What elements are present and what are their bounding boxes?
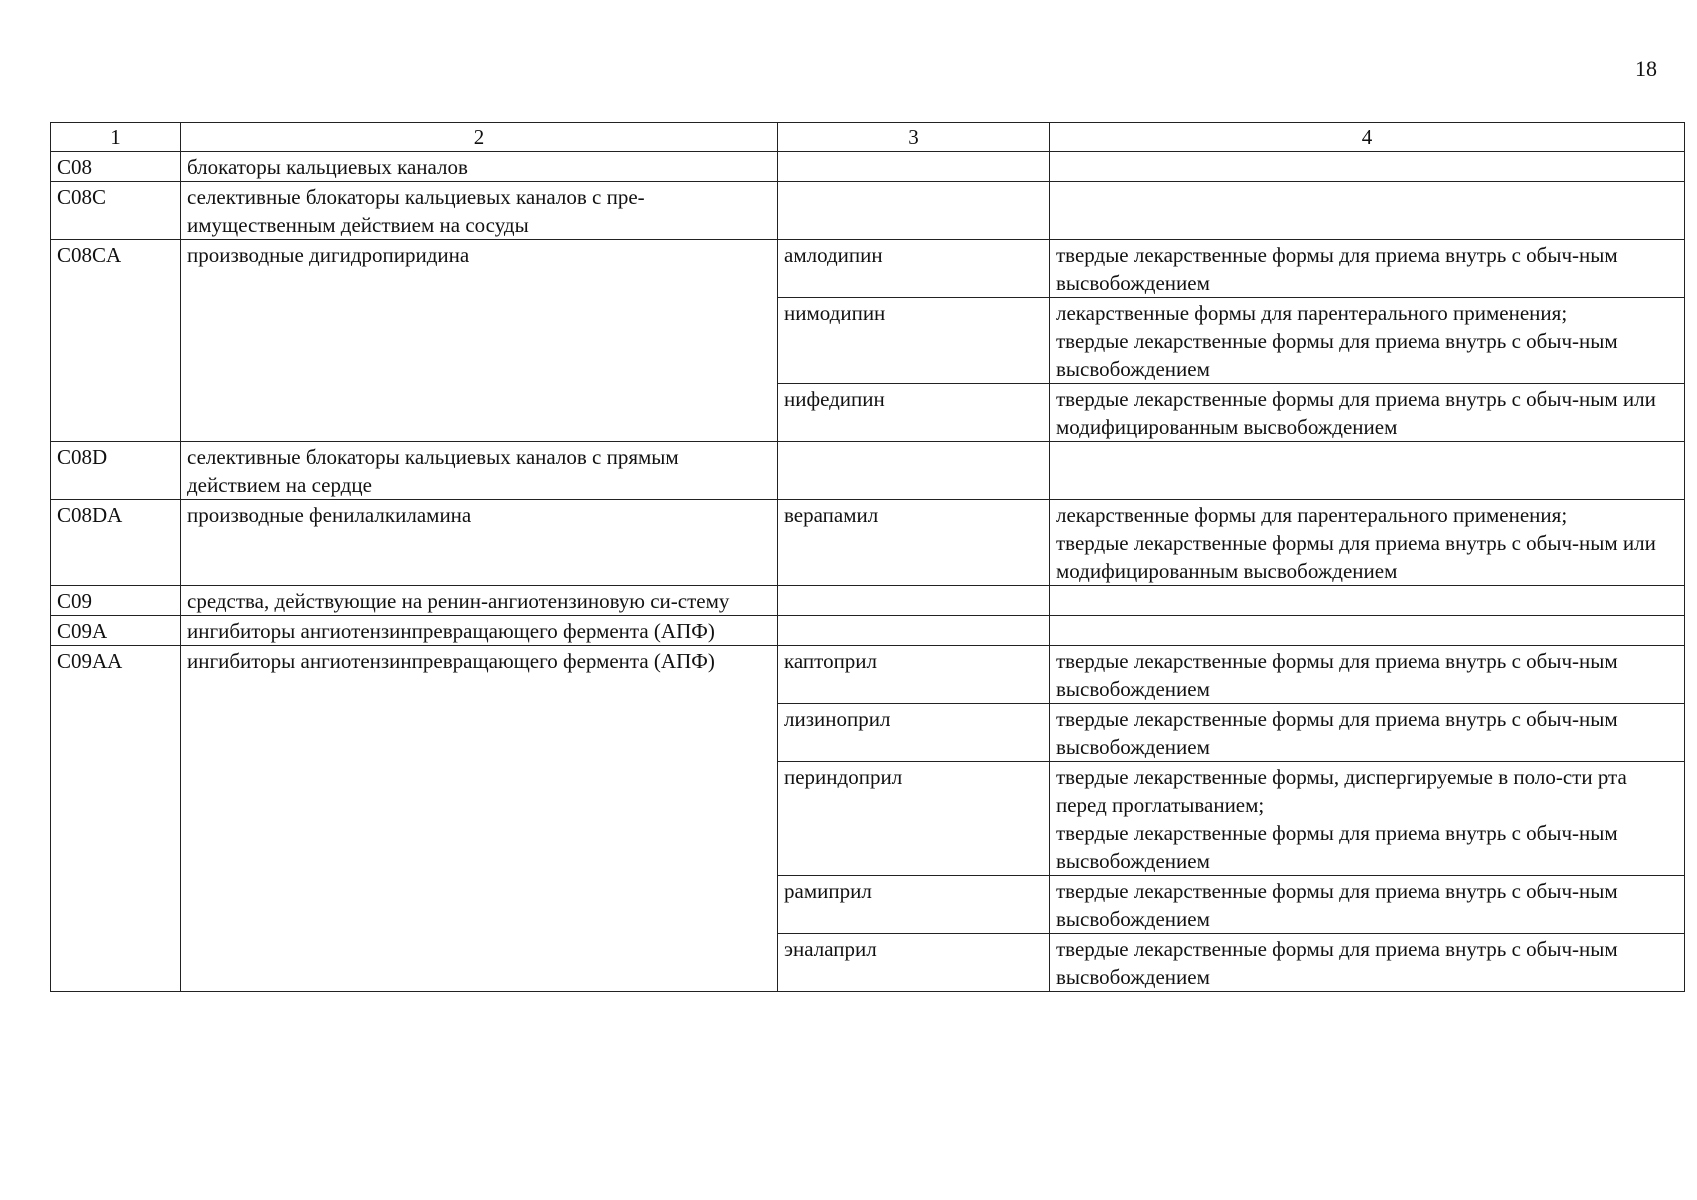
table-row — [51, 586, 1685, 616]
atc-code-cell: C08 — [51, 152, 181, 182]
table-row — [51, 152, 1685, 182]
atc-code-cell: C09AA — [51, 646, 181, 992]
dosage-form-text: твердые лекарственные формы для приема внутрь с обыч-ным высвобождением — [1056, 821, 1618, 873]
dosage-forms-cell — [1050, 442, 1685, 500]
dosage-forms-cell — [1050, 586, 1685, 616]
group-name-cell: ингибиторы ангиотензинпревращающего фермента (АПФ) — [181, 616, 778, 646]
dosage-form-text: твердые лекарственные формы для приема внутрь с обыч-ным высвобождением — [1056, 243, 1618, 295]
drug-name-cell: рамиприл — [778, 876, 1050, 934]
dosage-form-text: лекарственные формы для парентерального применения; — [1056, 301, 1568, 325]
atc-code-cell: C08DA — [51, 500, 181, 586]
drug-name-cell: каптоприл — [778, 646, 1050, 704]
dosage-forms-cell — [1050, 298, 1685, 384]
drug-name-cell: лизиноприл — [778, 704, 1050, 762]
dosage-form-text: твердые лекарственные формы для приема внутрь с обыч-ным высвобождением — [1056, 329, 1618, 381]
table-row — [51, 240, 1685, 298]
atc-code-cell: C08C — [51, 182, 181, 240]
header-col-4: 4 — [1050, 123, 1685, 152]
drug-name-cell — [778, 152, 1050, 182]
drug-name-cell: нифедипин — [778, 384, 1050, 442]
drug-name-cell: амлодипин — [778, 240, 1050, 298]
header-col-2: 2 — [181, 123, 778, 152]
table-row — [51, 616, 1685, 646]
group-name-cell: средства, действующие на ренин-ангиотензиновую си-стему — [181, 586, 778, 616]
table-row — [51, 500, 1685, 586]
drug-name-cell: верапамил — [778, 500, 1050, 586]
table-body — [51, 152, 1685, 992]
dosage-forms-cell — [1050, 762, 1685, 876]
dosage-forms-cell — [1050, 934, 1685, 992]
group-name-cell: селективные блокаторы кальциевых каналов с прямым действием на сердце — [181, 442, 778, 500]
drug-name-cell — [778, 616, 1050, 646]
dosage-form-text: твердые лекарственные формы для приема внутрь с обыч-ным или модифицированным высвобождением — [1056, 531, 1656, 583]
group-name-cell: производные фенилалкиламина — [181, 500, 778, 586]
table-row — [51, 646, 1685, 704]
dosage-form-text: твердые лекарственные формы для приема внутрь с обыч-ным высвобождением — [1056, 879, 1618, 931]
group-name-cell: блокаторы кальциевых каналов — [181, 152, 778, 182]
dosage-form-text: твердые лекарственные формы, диспергируемые в поло-сти рта перед проглатыванием; — [1056, 765, 1627, 817]
dosage-forms-cell — [1050, 876, 1685, 934]
atc-code-cell: C09 — [51, 586, 181, 616]
group-name-cell: селективные блокаторы кальциевых каналов с пре-имущественным действием на сосуды — [181, 182, 778, 240]
drug-name-cell: периндоприл — [778, 762, 1050, 876]
dosage-forms-cell — [1050, 152, 1685, 182]
dosage-form-text: лекарственные формы для парентерального применения; — [1056, 503, 1568, 527]
dosage-forms-cell — [1050, 500, 1685, 586]
page-number: 18 — [1635, 56, 1657, 81]
dosage-forms-cell — [1050, 240, 1685, 298]
dosage-form-text: твердые лекарственные формы для приема внутрь с обыч-ным высвобождением — [1056, 937, 1618, 989]
dosage-form-text: твердые лекарственные формы для приема внутрь с обыч-ным высвобождением — [1056, 707, 1618, 759]
table-header — [51, 123, 1685, 152]
dosage-forms-cell — [1050, 704, 1685, 762]
drug-name-cell: нимодипин — [778, 298, 1050, 384]
drug-name-cell: эналаприл — [778, 934, 1050, 992]
group-name-cell: ингибиторы ангиотензинпревращающего фермента (АПФ) — [181, 646, 778, 992]
drug-name-cell — [778, 182, 1050, 240]
header-row — [51, 123, 1685, 152]
atc-code-cell: C08D — [51, 442, 181, 500]
dosage-form-text: твердые лекарственные формы для приема внутрь с обыч-ным или модифицированным высвобождением — [1056, 387, 1656, 439]
medication-table — [50, 122, 1685, 992]
atc-code-cell: C08CA — [51, 240, 181, 442]
dosage-forms-cell — [1050, 646, 1685, 704]
dosage-forms-cell — [1050, 616, 1685, 646]
dosage-form-text: твердые лекарственные формы для приема внутрь с обыч-ным высвобождением — [1056, 649, 1618, 701]
table-row — [51, 442, 1685, 500]
header-col-3: 3 — [778, 123, 1050, 152]
header-col-1: 1 — [51, 123, 181, 152]
table-row — [51, 182, 1685, 240]
dosage-forms-cell — [1050, 384, 1685, 442]
drug-name-cell — [778, 586, 1050, 616]
dosage-forms-cell — [1050, 182, 1685, 240]
drug-name-cell — [778, 442, 1050, 500]
group-name-cell: производные дигидропиридина — [181, 240, 778, 442]
atc-code-cell: C09A — [51, 616, 181, 646]
